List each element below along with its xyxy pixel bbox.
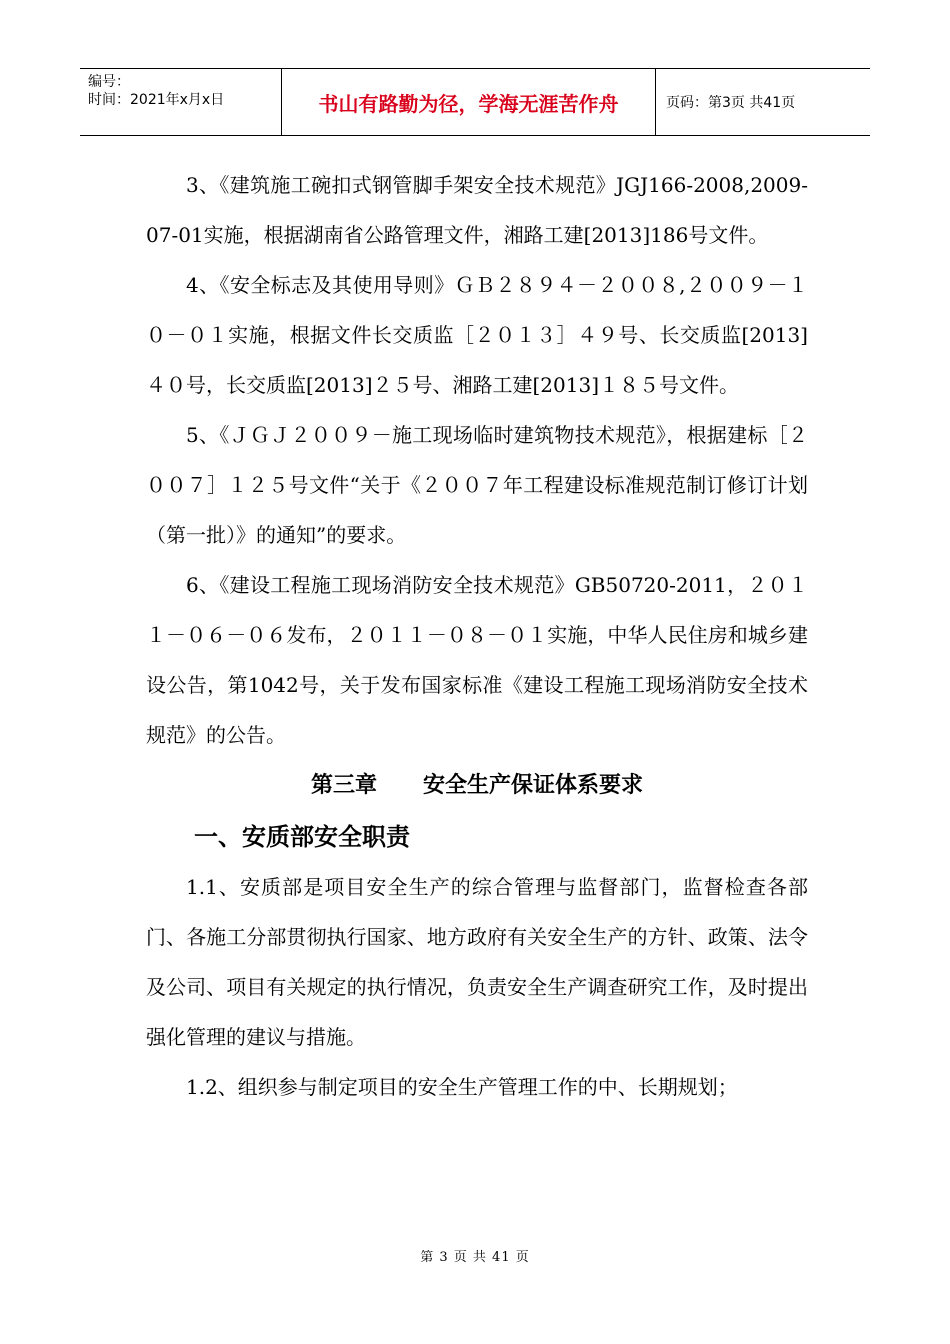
document-number-label: 编号： — [88, 74, 130, 90]
paragraph-item-1-2: 1.2、组织参与制定项目的安全生产管理工作的中、长期规划； — [186, 1075, 738, 1099]
paragraph-standard-6: 6、《建设工程施工现场消防安全技术规范》GB50720-2011，２０１１－０６－０６发布，２０１１－０８－０１实施，中华人民住房和城乡建设公告，第1042号，关于发布国家标准《建设工程施工现场消防安全技术规范》的公告。 — [146, 573, 808, 747]
paragraph-standard-4: 4、《安全标志及其使用导则》ＧＢ２８９４－２００８,２００９－１０－０１实施，根据文件长交质监［２０１３］４９号、长交质监[2013]４０号，长交质监[2013]２５号、湘路工建[2013]１８５号文件。 — [146, 273, 808, 397]
document-body — [146, 160, 808, 1112]
paragraph-standard-3: 3、《建筑施工碗扣式钢管脚手架安全技术规范》JGJ166-2008,2009-07-01实施，根据湖南省公路管理文件，湘路工建[2013]186号文件。 — [146, 173, 808, 247]
header-motto: 书山有路勤为径，学海无涯苦作舟 — [282, 69, 656, 135]
header-meta — [80, 69, 282, 135]
page-footer: 第 3 页 共 41 页 — [420, 1250, 530, 1265]
paragraph-item-1-1: 1.1、安质部是项目安全生产的综合管理与监督部门，监督检查各部门、各施工分部贯彻执行国家、地方政府有关安全生产的方针、政策、法令及公司、项目有关规定的执行情况，负责安全生产调查研究工作，及时提出强化管理的建议与措施。 — [146, 875, 808, 1049]
document-time-label: 时间：2021年x月x日 — [88, 92, 225, 108]
section-title: 一、安质部安全职责 — [194, 823, 410, 851]
header-page-info: 页码：第3页 共41页 — [666, 95, 796, 111]
chapter-title: 第三章 安全生产保证体系要求 — [311, 773, 643, 798]
page-header — [80, 68, 870, 136]
paragraph-standard-5: 5、《ＪＧＪ２００９－施工现场临时建筑物技术规范》，根据建标［２００７］１２５号文件“关于《２００７年工程建设标准规范制订修订计划（第一批）》的通知”的要求。 — [146, 423, 808, 547]
